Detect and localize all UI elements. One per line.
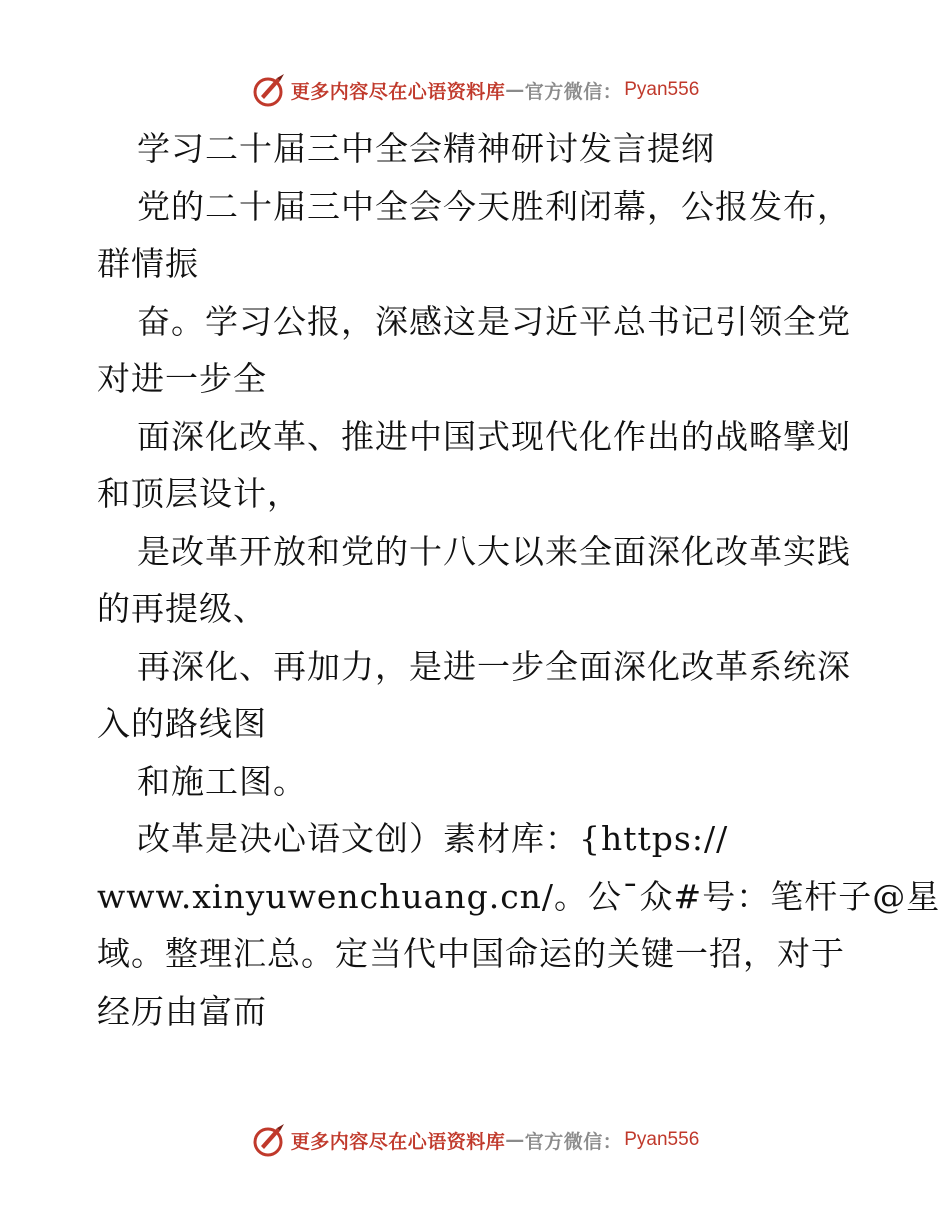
watermark-text: 更多内容尽在心语资料库 — [290, 1130, 506, 1153]
paragraph-line: 域。整理汇总。定当代中国命运的关键一招，对于 — [97, 934, 845, 973]
document-title: 学习二十届三中全会精神研讨发言提纲 — [137, 129, 715, 168]
paragraph-line: 的再提级、 — [97, 589, 267, 628]
header-watermark — [0, 70, 950, 110]
paragraph-line: 群情振 — [97, 244, 199, 283]
paragraph-line: 改革是决心语文创）素材库：{https:// — [137, 819, 729, 858]
watermark-wechat-label: 官方微信： — [524, 80, 623, 103]
document-body — [97, 120, 941, 1040]
footer-watermark — [0, 1120, 950, 1160]
watermark-text: 更多内容尽在心语资料库 — [290, 80, 506, 103]
paragraph-line: 对进一步全 — [97, 359, 267, 398]
paragraph-line: 党的二十届三中全会今天胜利闭幕，公报发布， — [137, 186, 851, 226]
quill-logo-icon — [251, 1122, 287, 1158]
watermark-dash: — — [505, 1129, 525, 1151]
quill-logo-icon — [251, 72, 287, 108]
paragraph-line: 入的路线图 — [97, 704, 267, 743]
watermark-wechat-id: Pyan556 — [624, 1129, 700, 1150]
paragraph-line: 再深化、再加力，是进一步全面深化改革系统深 — [137, 646, 851, 686]
paragraph-line: 是改革开放和党的十八大以来全面深化改革实践 — [137, 531, 851, 571]
paragraph-line: 经历由富而 — [97, 991, 267, 1031]
paragraph-line: 面深化改革、推进中国式现代化作出的战略擘划 — [137, 416, 851, 456]
paragraph-line: 和施工图。 — [137, 761, 307, 801]
watermark-wechat-id: Pyan556 — [624, 79, 700, 100]
paragraph-line: www.xinyuwenchuang.cn/。公¯众#号：笔杆子@星 — [97, 876, 941, 916]
watermark-wechat-label: 官方微信： — [524, 1130, 623, 1153]
watermark-dash: — — [505, 79, 525, 101]
paragraph-line: 奋。学习公报，深感这是习近平总书记引领全党 — [137, 301, 851, 341]
paragraph-line: 和顶层设计， — [97, 474, 301, 513]
